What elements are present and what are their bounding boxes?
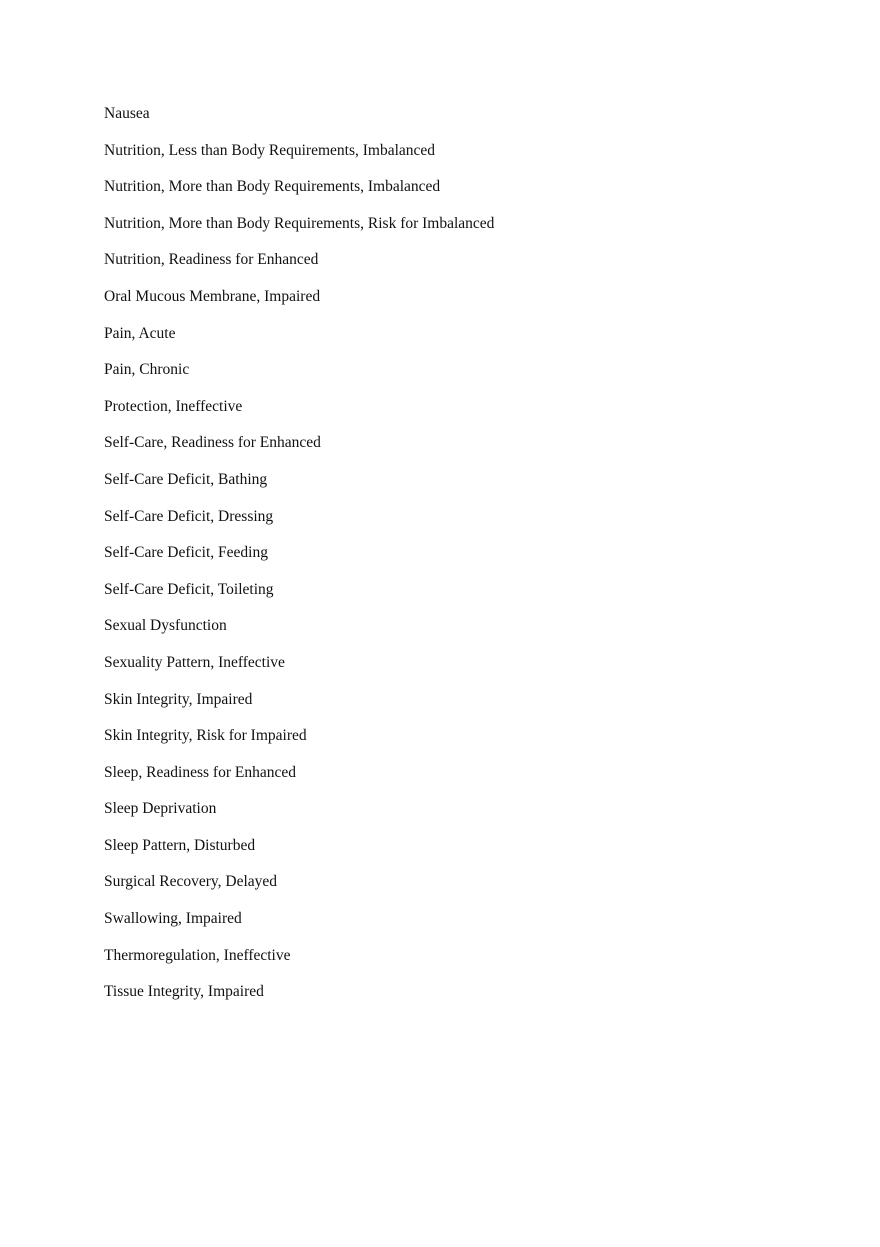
list-item: Pain, Acute: [104, 324, 176, 342]
list-item: Skin Integrity, Impaired: [104, 690, 253, 708]
list-item: Tissue Integrity, Impaired: [104, 983, 264, 1001]
list-item: Nutrition, Readiness for Enhanced: [104, 251, 319, 269]
list-item: Sexual Dysfunction: [104, 617, 227, 635]
list-item: Self-Care Deficit, Toileting: [104, 580, 274, 598]
list-item: Self-Care, Readiness for Enhanced: [104, 434, 321, 452]
list-item: Sleep Deprivation: [104, 800, 217, 818]
list-item: Nausea: [104, 105, 150, 122]
list-item: Pain, Chronic: [104, 361, 190, 379]
list-item: Self-Care Deficit, Bathing: [104, 470, 268, 488]
list-item: Swallowing, Impaired: [104, 910, 242, 928]
list-item: Sexuality Pattern, Ineffective: [104, 653, 285, 671]
list-item: Self-Care Deficit, Feeding: [104, 544, 268, 562]
list-item: Nutrition, More than Body Requirements, Imbalanced: [104, 178, 441, 196]
list-item: Self-Care Deficit, Dressing: [104, 507, 274, 525]
list-item: Surgical Recovery, Delayed: [104, 873, 278, 891]
list-item: Nutrition, More than Body Requirements, Risk for Imbalanced: [104, 214, 495, 232]
list-item: Oral Mucous Membrane, Impaired: [104, 287, 321, 305]
list-item: Nutrition, Less than Body Requirements, Imbalanced: [104, 141, 436, 159]
diagnosis-list: [104, 104, 494, 1019]
list-item: Sleep, Readiness for Enhanced: [104, 763, 296, 781]
list-item: Protection, Ineffective: [104, 397, 243, 415]
list-item: Skin Integrity, Risk for Impaired: [104, 727, 307, 745]
list-item: Sleep Pattern, Disturbed: [104, 836, 256, 854]
list-item: Thermoregulation, Ineffective: [104, 946, 291, 964]
